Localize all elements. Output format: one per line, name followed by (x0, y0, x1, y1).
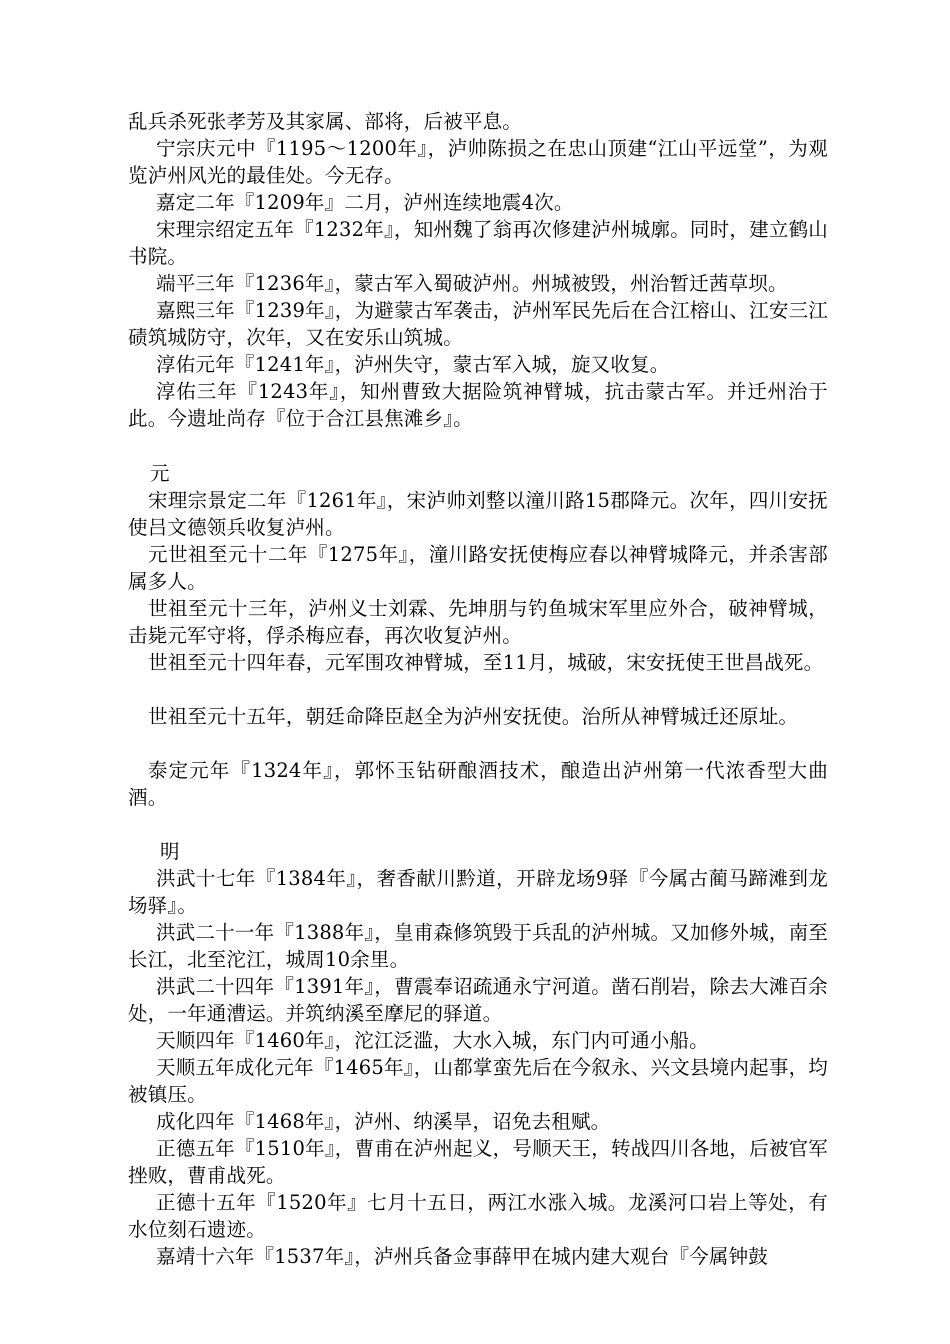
paragraph-song-8: 淳佑三年『1243年』，知州曹致大据险筑神臂城，抗击蒙古军。并迁州治于此。今遗址尚存『位于合江县焦滩乡』。 (128, 380, 828, 430)
paragraph-song-2: 宁宗庆元中『1195～1200年』，泸帅陈损之在忠山顶建“江山平远堂”，为观览泸州风光的最佳处。今无存。 (128, 137, 828, 187)
paragraph-yuan-5: 世祖至元十五年，朝廷命降臣赵全为泸州安抚使。治所从神臂城迁还原址。 (148, 705, 799, 728)
paragraph-yuan-3: 世祖至元十三年，泸州义士刘霖、先坤朋与钓鱼城宋军里应外合，破神臂城，击毙元军守将，俘杀梅应春，再次收复泸州。 (128, 597, 828, 647)
paragraph-song-4: 宋理宗绍定五年『1232年』，知州魏了翁再次修建泸州城廓。同时，建立鹤山书院。 (128, 218, 828, 268)
paragraph-yuan-1: 宋理宗景定二年『1261年』，宋泸帅刘整以潼川路15郡降元。次年，四川安抚使吕文德领兵收复泸州。 (128, 489, 828, 539)
paragraph-yuan-2: 元世祖至元十二年『1275年』，潼川路安抚使梅应春以神臂城降元，并杀害部属多人。 (128, 543, 828, 593)
paragraph-ming-2: 洪武二十一年『1388年』，皇甫森修筑毁于兵乱的泸州城。又加修外城，南至长江，北至沱江，城周10余里。 (128, 921, 828, 971)
paragraph-song-5: 端平三年『1236年』，蒙古军入蜀破泸州。州城被毁，州治暂迁茜草坝。 (156, 272, 788, 295)
paragraph-ming-1: 洪武十七年『1384年』，奢香献川黔道，开辟龙场9驿『今属古蔺马蹄滩到龙场驿』。 (128, 867, 828, 917)
paragraph-ming-4: 天顺四年『1460年』，沱江泛滥，大水入城，东门内可通小船。 (156, 1029, 709, 1052)
section-heading-ming: 明 (160, 840, 180, 863)
paragraph-song-1: 乱兵杀死张孝芳及其家属、部将，后被平息。 (128, 110, 523, 133)
paragraph-ming-6: 成化四年『1468年』，泸州、纳溪旱，诏免去租赋。 (156, 1110, 611, 1133)
paragraph-yuan-6: 泰定元年『1324年』，郭怀玉钻研酿酒技术，酿造出泸州第一代浓香型大曲酒。 (128, 759, 828, 809)
paragraph-ming-7: 正德五年『1510年』，曹甫在泸州起义，号顺天王，转战四川各地，后被官军挫败，曹甫战死。 (128, 1137, 828, 1187)
paragraph-song-7: 淳佑元年『1241年』，泸州失守，蒙古军入城，旋又收复。 (156, 353, 670, 376)
paragraph-yuan-4: 世祖至元十四年春，元军围攻神臂城，至11月，城破，宋安抚使王世昌战死。 (148, 651, 824, 674)
paragraph-ming-3: 洪武二十四年『1391年』，曹震奉诏疏通永宁河道。凿石削岩，除去大滩百余处，一年通漕运。并筑纳溪至摩尼的驿道。 (128, 975, 828, 1025)
paragraph-ming-8: 正德十五年『1520年』七月十五日，两江水涨入城。龙溪河口岩上等处，有水位刻石遗迹。 (128, 1191, 828, 1241)
paragraph-song-3: 嘉定二年『1209年』二月，泸州连续地震4次。 (156, 191, 574, 214)
section-heading-yuan: 元 (150, 462, 170, 485)
paragraph-ming-5: 天顺五年成化元年『1465年』，山都掌蛮先后在今叙永、兴文县境内起事，均被镇压。 (128, 1056, 828, 1106)
paragraph-ming-9: 嘉靖十六年『1537年』，泸州兵备佥事薛甲在城内建大观台『今属钟鼓 (156, 1245, 768, 1268)
paragraph-song-6: 嘉熙三年『1239年』，为避蒙古军袭击，泸州军民先后在合江榕山、江安三江碛筑城防守，次年，又在安乐山筑城。 (128, 299, 828, 349)
